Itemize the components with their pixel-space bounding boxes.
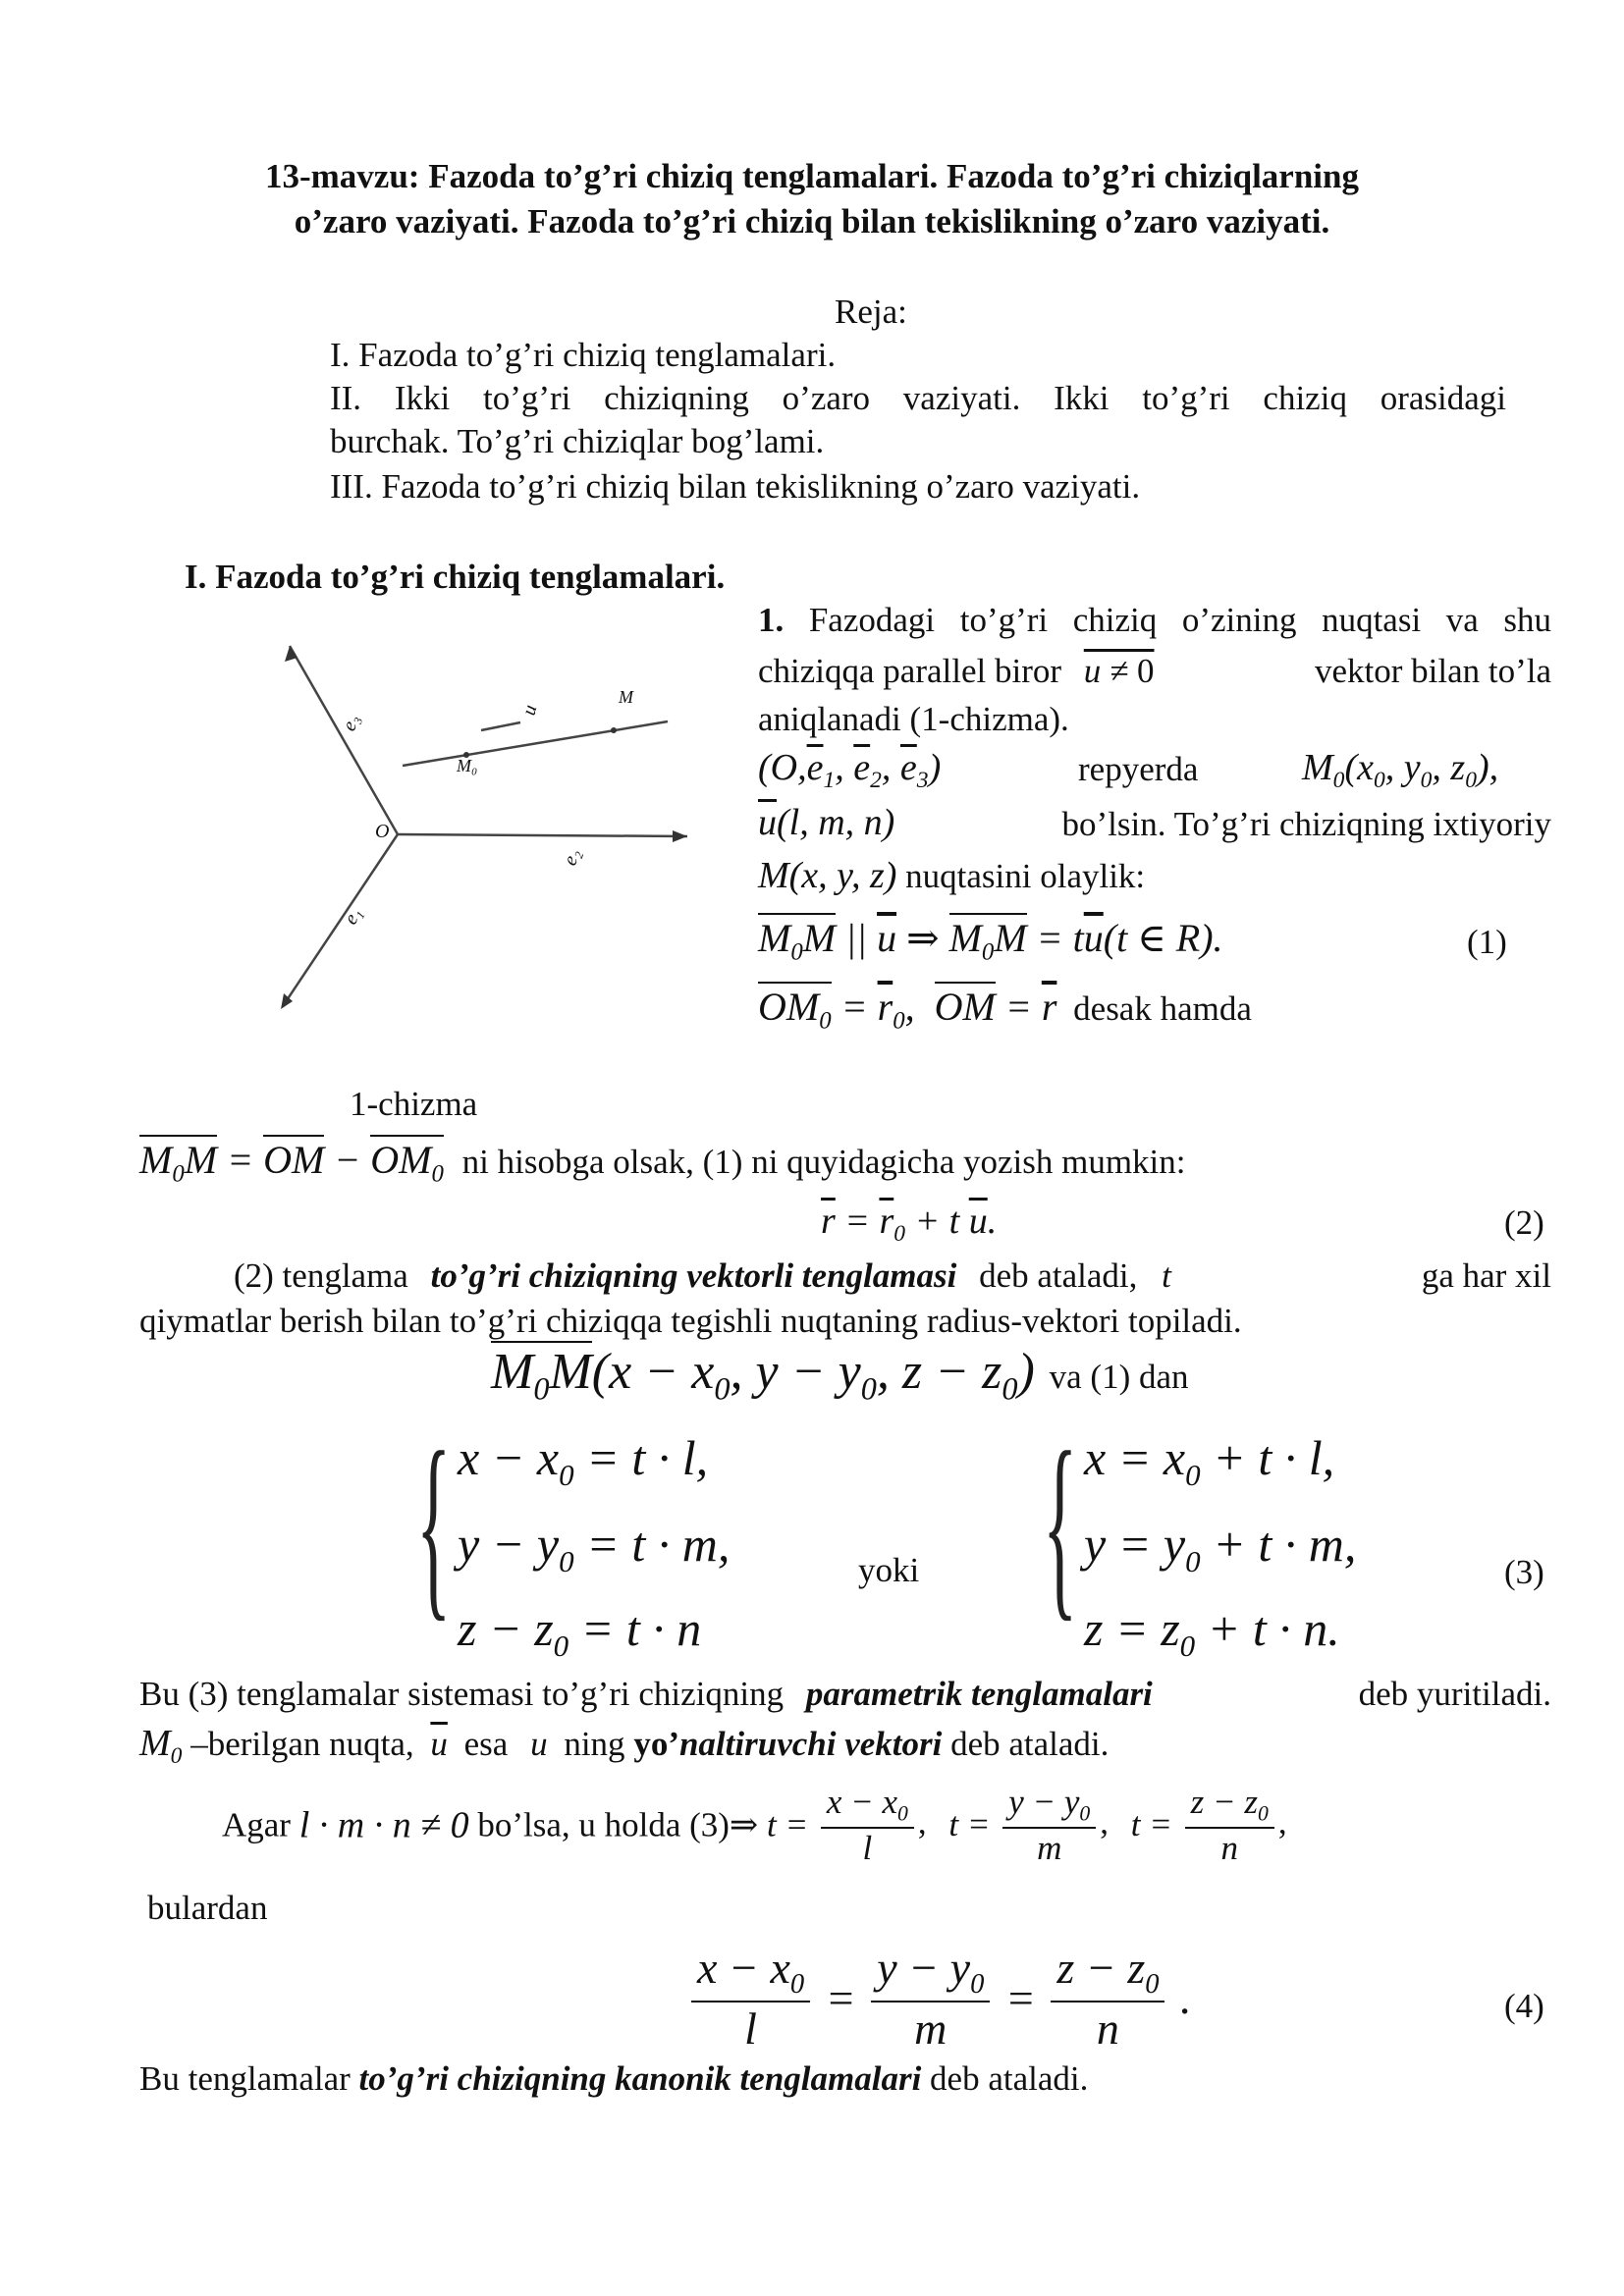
formula-t-equals-3: t = bbox=[1130, 1805, 1172, 1844]
title-line-1: 13-mavzu: Fazoda to’g’ri chiziq tenglamalari. Fazoda to’g’ri chiziqlarning bbox=[264, 157, 1359, 195]
label-e1: e₁ bbox=[340, 903, 366, 929]
formula-mxyz: M(x, y, z) bbox=[758, 855, 897, 896]
formula-m0: $M_0(x_0$, $y_0$, $z_0$), bbox=[1302, 747, 1499, 794]
vector-u bbox=[481, 722, 520, 730]
equation-label-2: (2) bbox=[1504, 1203, 1544, 1242]
paragraph-4-text-a1: Bu (3) tenglamalar sistemasi to’g’ri chiziqning bbox=[139, 1675, 785, 1713]
equation-label-1: (1) bbox=[1467, 923, 1507, 961]
point-m bbox=[611, 727, 617, 733]
paragraph-2-line-c bbox=[758, 854, 1145, 897]
right-brace-system: { bbox=[1043, 1411, 1078, 1638]
system-left-eq3: $z - z_0 = t \cdot n$ bbox=[458, 1601, 702, 1663]
formula-u-vector: $\overline{u}$ bbox=[430, 1725, 448, 1763]
formula-u-not-zero: u ≠ 0 bbox=[1083, 652, 1155, 690]
paragraph-2-line-d bbox=[758, 984, 1252, 1036]
paragraph-number: 1. bbox=[758, 601, 785, 639]
variable-t: t bbox=[1162, 1256, 1171, 1295]
paragraph-1-line-b bbox=[758, 652, 1551, 691]
page-title bbox=[0, 154, 1624, 244]
text-agar: Agar bbox=[222, 1805, 291, 1844]
formula-eq2: $\overline{r} = \overline{r}_0 + t$ $\overline{u}$. bbox=[821, 1201, 998, 1248]
paragraph-3-text-a1: (2) tenglama bbox=[234, 1256, 408, 1295]
label-e2: e₂ bbox=[559, 846, 585, 869]
system-right-eq1: $x = x_0 + t \cdot l$, bbox=[1084, 1430, 1335, 1492]
plan-item-2b: burchak. To’g’ri chiziqlar bog’lami. bbox=[330, 422, 825, 460]
paragraph-4-text-a3: deb yuritiladi. bbox=[1358, 1675, 1551, 1713]
paragraph-1-text-b2: vektor bilan to’la bbox=[1314, 652, 1551, 690]
system-right-eq3: $z = z_0 + t \cdot n$. bbox=[1084, 1601, 1340, 1663]
title-line-2: o’zaro vaziyati. Fazoda to’g’ri chiziq bilan tekislikning o’zaro vaziyati. bbox=[294, 202, 1330, 240]
text-repyerda: repyerda bbox=[1078, 750, 1199, 788]
plan-item-3: III. Fazoda to’g’ri chiziq bilan tekislikning o’zaro vaziyati. bbox=[330, 467, 1141, 506]
arrow-e3 bbox=[285, 646, 298, 662]
fraction-x: $\frac{x - x_0}{l}$ bbox=[821, 1783, 914, 1868]
term-direction-vector: naltiruvchi vektori bbox=[678, 1725, 943, 1763]
equation-label-3: (3) bbox=[1504, 1553, 1544, 1591]
system-left-eq2: $y - y_0 = t \cdot m$, bbox=[458, 1517, 731, 1578]
paragraph-5-text-a1: Bu tenglamalar bbox=[139, 2059, 351, 2098]
paragraph-1-line-c: aniqlanadi (1-chizma). bbox=[758, 700, 1069, 738]
paragraph-3-line-b: qiymatlar berish bilan to’g’ri chiziqqa tegishli nuqtaning radius-vektori topiladi. bbox=[139, 1302, 1242, 1340]
agar-line: Agar l · m · n ≠ 0 bo’lsa, u holda (3)⇒ t = $\frac{x - x_0}{l}$ , t = $\frac{y - y_0}{m}$ , t = $\frac{z - z_0}{n}$ , bbox=[222, 1783, 1287, 1867]
formula-basis: ($O,\overline{e}_1$, $\overline{e}_2$, $\overline{e}_3$) bbox=[758, 747, 942, 794]
axis-e1 bbox=[283, 834, 398, 1006]
label-m: M bbox=[619, 687, 633, 707]
paragraph-1-text-b1: chiziqqa parallel biror bbox=[758, 652, 1062, 690]
formula-canonical: $\frac{x - x_0}{l}$ = $\frac{y - y_0}{m}$ = $\frac{z - z_0}{n}$ . bbox=[687, 1942, 1191, 2055]
formula-m0-point: $M_0$ bbox=[139, 1723, 183, 1770]
axis-e2 bbox=[398, 834, 687, 836]
text-yoki: yoki bbox=[858, 1551, 920, 1589]
paragraph-3-text-a3: deb ataladi, bbox=[979, 1256, 1138, 1295]
paragraph-5-text-a3: deb ataladi. bbox=[930, 2059, 1089, 2098]
paragraph-2-line-b bbox=[758, 801, 1551, 844]
figure-1 bbox=[255, 628, 717, 1021]
formula-om: $OM_0 = \overline{r}_0$, OM = $\overline{r}$ bbox=[758, 985, 1056, 1029]
term-parametric-equations: parametrik tenglamalari bbox=[805, 1675, 1153, 1713]
paragraph-3-text-a4: ga har xil bbox=[1421, 1256, 1551, 1295]
paragraph-4-line-b bbox=[139, 1722, 1109, 1770]
formula-m0m-diff: $M_0M$ = OM − $OM_0$ bbox=[139, 1135, 444, 1182]
formula-u-lmn: $\overline{u}(l$, m, n) bbox=[758, 802, 895, 843]
fraction-z: $\frac{z - z_0}{n}$ bbox=[1185, 1783, 1274, 1868]
formula-lmn-nonzero: l · m · n ≠ 0 bbox=[298, 1804, 469, 1846]
plan-heading: Reja: bbox=[835, 293, 907, 331]
plan-item-1: I. Fazoda to’g’ri chiziq tenglamalari. bbox=[330, 336, 837, 374]
coordinate-diagram bbox=[255, 628, 717, 1021]
formula-t-equals-2: t = bbox=[948, 1805, 991, 1844]
formula-m0m-coords-line bbox=[491, 1343, 1189, 1407]
formula-t-equals-1: t = bbox=[767, 1805, 809, 1844]
paragraph-3-line-a bbox=[139, 1256, 1551, 1296]
label-m0: M₀ bbox=[457, 756, 478, 775]
paragraph-4-text-b1: –berilgan nuqta, bbox=[190, 1725, 414, 1763]
text-hisobga: ni hisobga olsak, (1) ni quyidagicha yozish mumkin: bbox=[461, 1143, 1186, 1181]
paragraph-4-line-a bbox=[139, 1675, 1551, 1714]
formula-eq1: $M_0M$ || $\overline{u}$ ⇒ $M_0M = t\overline{u}(t$ ∈ R). bbox=[758, 915, 1223, 967]
paragraph-4-text-b2: esa bbox=[463, 1725, 509, 1763]
term-vector-equation: to’g’ri chiziqning vektorli tenglamasi bbox=[430, 1256, 957, 1295]
label-u: u bbox=[517, 702, 542, 719]
paragraph-4-text-b3: ning bbox=[564, 1725, 625, 1763]
text-va-1-dan: va (1) dan bbox=[1049, 1358, 1189, 1396]
paragraph-5 bbox=[139, 2059, 1088, 2099]
text-desak-hamda: desak hamda bbox=[1073, 989, 1252, 1028]
system-left-eq1: $x - x_0 = t \cdot l$, bbox=[458, 1430, 709, 1492]
term-direction-prefix: yo’ bbox=[633, 1725, 679, 1763]
paragraph-after-figure bbox=[139, 1137, 1186, 1189]
text-bulardan: bulardan bbox=[147, 1889, 268, 1927]
line-m0-m bbox=[403, 721, 668, 766]
paragraph-2-text-c: nuqtasini olaylik: bbox=[905, 857, 1146, 895]
paragraph-1-text: Fazodagi to’g’ri chiziq o’zining nuqtasi va shu bbox=[808, 601, 1552, 639]
figure-caption: 1-chizma bbox=[350, 1085, 478, 1123]
plan-item-2a: II. Ikki to’g’ri chiziqning o’zaro vaziyati. Ikki to’g’ri chiziq orasidagi bbox=[330, 379, 1506, 417]
canonical-fraction-y: $\frac{y - y_0}{m}$ bbox=[871, 1942, 990, 2055]
variable-u: u bbox=[530, 1725, 548, 1763]
paragraph-2-text-b: bo’lsin. To’g’ri chiziqning ixtiyoriy bbox=[1061, 805, 1551, 843]
label-e3: e₃ bbox=[338, 712, 364, 734]
canonical-fraction-z: $\frac{z - z_0}{n}$ bbox=[1051, 1942, 1164, 2055]
paragraph-4-text-b6: deb ataladi. bbox=[950, 1725, 1110, 1763]
formula-m0m-coords: $M_0M(x - x_0$, $y - y_0$, $z - z_0$) bbox=[491, 1344, 1035, 1400]
canonical-fraction-x: $\frac{x - x_0}{l}$ bbox=[691, 1942, 810, 2055]
axis-e3 bbox=[290, 646, 398, 834]
text-bolsa: bo’lsa, u holda (3)⇒ bbox=[477, 1805, 759, 1844]
arrow-e2 bbox=[673, 830, 687, 842]
label-origin: O bbox=[375, 821, 390, 842]
equation-label-4: (4) bbox=[1504, 1987, 1544, 2025]
paragraph-1-line-a bbox=[758, 601, 1551, 640]
left-brace-system: { bbox=[416, 1411, 452, 1638]
section-heading: I. Fazoda to’g’ri chiziq tenglamalari. bbox=[185, 558, 726, 596]
term-canonical-equations: to’g’ri chiziqning kanonik tenglamalari bbox=[358, 2059, 922, 2098]
fraction-y: $\frac{y - y_0}{m}$ bbox=[1002, 1783, 1096, 1868]
system-right-eq2: $y = y_0 + t \cdot m$, bbox=[1084, 1517, 1357, 1578]
